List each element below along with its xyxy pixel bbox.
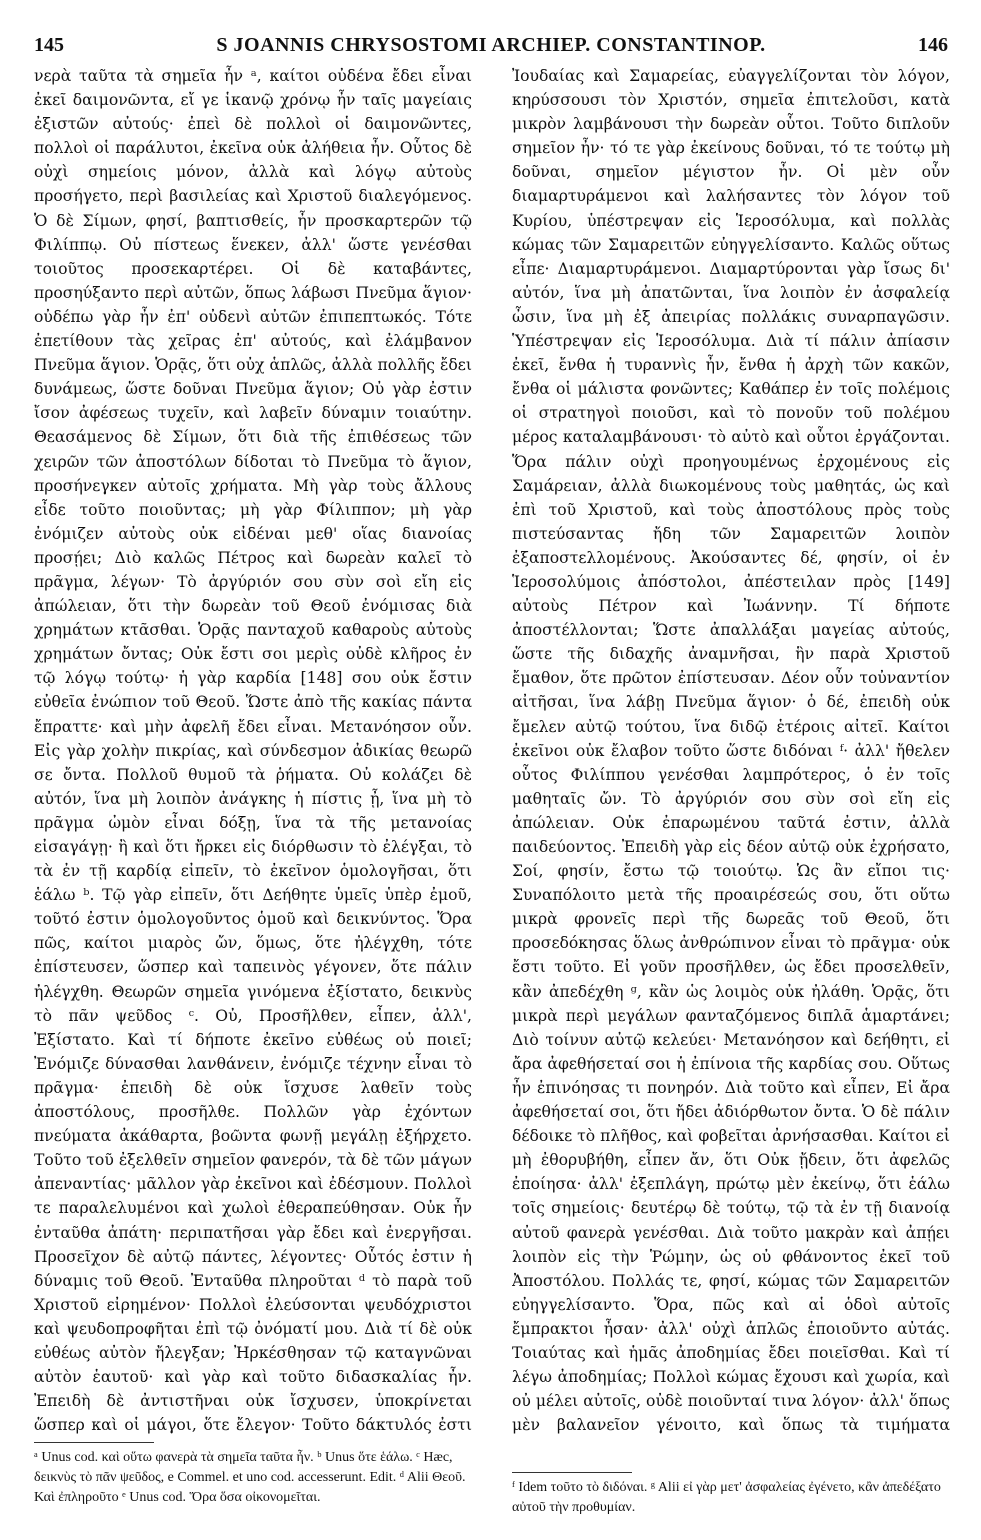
running-header [34, 34, 948, 60]
left-paragraph-1: νερὰ ταῦτα τὰ σημεῖα ἦν ᵃ, καίτοι οὐδένα ἔδει εἶναι ἐκεῖ δαιμονῶντα, εἴ γε ἱκανῷ χρόνῳ ἦν ταῖς μαγείαις ἐξιστῶν αὐτούς· ἐπεὶ δὲ πολλοὶ οἱ δαιμονῶντες, πολλοὶ οἱ παράλυτοι, ἐκεῖνα οὐκ ἀλήθεια ἦν. Οὗτος δὲ οὐχὶ σημείοις μόνον, ἀλλὰ καὶ λόγῳ αὐτοὺς προσήγετο, περὶ βασιλείας καὶ Χριστοῦ διαλεγόμενος. Ὁ δὲ Σίμων, φησί, βαπτισθείς, ἦν προσκαρτερῶν τῷ Φιλίππῳ. Οὐ πίστεως ἕνεκεν, ἀλλ' ὥστε γενέσθαι τοιοῦτος προσεκαρτέρει. Οἱ δὲ καταβάντες, προσηύξαντο περὶ αὐτῶν, ὅπως λάβωσι Πνεῦμα ἅγιον· οὐδέπω γὰρ ἦν ἐπ' οὐδενὶ αὐτῶν ἐπιπεπτωκός. Τότε ἐπετίθουν τὰς χεῖρας ἐπ' αὐτούς, καὶ ἐλάμβανον Πνεῦμα ἅγιον. Ὁρᾷς, ὅτι οὐχ ἁπλῶς, ἀλλὰ πολλῆς ἔδει δυνάμεως, ὥστε δοῦναι Πνεῦμα ἅγιον; Οὐ γὰρ ἐστιν ἴσον ἀφέσεως τυχεῖν, καὶ λαβεῖν δύναμιν τοιαύτην. Θεασάμενος δὲ Σίμων, ὅτι διὰ τῆς ἐπιθέσεως τῶν χειρῶν τῶν ἀποστόλων δίδοται τὸ Πνεῦμα τὸ ἅγιον, προσήνεγκεν αὐτοῖς χρήματα. Μὴ γὰρ τοὺς ἄλλους εἶδε τοῦτο ποιοῦντας; μὴ γὰρ Φίλιππον; μὴ γὰρ ἐνόμιζεν αὐτοὺς οὐκ εἰδέναι μεθ' οἵας διανοίας προσῄει; Διὸ καλῶς Πέτρος καὶ δωρεὰν καλεῖ τὸ πρᾶγμα, λέγων· Τὸ ἀργύριόν σου σὺν σοὶ εἴη εἰς ἀπώλειαν, ὅτι τὴν δωρεὰν τοῦ Θεοῦ ἐνόμισας διὰ χρημάτων κτᾶσθαι. Ὁρᾷς πανταχοῦ καθαροὺς αὐτοὺς χρημάτων ὄντας; Οὐκ ἔστι σοι μερὶς οὐδὲ κλῆρος ἐν τῷ λόγῳ τούτῳ· ἡ γὰρ καρδία [148] σου οὐκ ἔστιν εὐθεῖα ἐνώπιον τοῦ Θεοῦ. Ὥστε ἀπὸ τῆς κακίας πάντα ἔπραττε· καὶ μὴν ἀφελῆ ἔδει εἶναι. Μετανόησον οὖν. Εἰς γὰρ χολὴν πικρίας, καὶ σύνδεσμον ἀδικίας θεωρῶ σε ὄντα. Πολλοῦ θυμοῦ τὰ ῥήματα. Οὐ κολάζει δὲ αὐτόν, ἵνα μὴ λοιπὸν ἀνάγκης ἡ πίστις ᾖ, ἵνα μὴ τὸ πρᾶγμα ὠμὸν εἶναι δόξῃ, ἵνα τὰ τῆς μετανοίας εἰσαγάγῃ· ἢ καὶ ὅτι ἤρκει εἰς διόρθωσιν τὸ ἐλέγξαι, τὸ τὰ ἐν τῇ καρδίᾳ εἰπεῖν, τὸ ἐκεῖνον ὁμολογῆσαι, ὅτι ἑάλω ᵇ. Τῷ γὰρ εἰπεῖν, ὅτι Δεήθητε ὑμεῖς ὑπὲρ ἐμοῦ, τοῦτό ἐστιν ὁμολογοῦντος ὁμοῦ καὶ δεικνύντος. Ὅρα πῶς, καίτοι μιαρὸς ὤν, ὅμως, ὅτε ἠλέγχθη, τότε ἐπίστευσεν, ὥσπερ καὶ ταπεινὸς γέγονεν, ὅτε πάλιν ἠλέγχθη. Θεωρῶν σημεῖα γινόμενα ἐξίστατο, δεικνὺς τὸ πᾶν ψεῦδος ᶜ. Οὐ, Προσῆλθεν, εἶπεν, ἀλλ', Ἐξίστατο. Καὶ τί δήποτε ἐκεῖνο εὐθέως οὐ ποιεῖ; Ἐνόμιζε δύνασθαι λανθάνειν, ἐνόμιζε τέχνην εἶναι τὸ πρᾶγμα· ἐπειδὴ δὲ οὐκ ἴσχυσε λαθεῖν τοὺς ἀποστόλους, προσῆλθε. Πολλῶν γὰρ ἐχόντων πνεύματα ἀκάθαρτα, βοῶντα φωνῇ μεγάλῃ ἐξήρχετο. Τοῦτο τοῦ ἐξελθεῖν σημεῖον φανερόν, τὰ δὲ τῶν μάγων ἀπεναντίας· μᾶλλον γὰρ ἐκεῖνοι καὶ ἐδέσμουν. Πολλοὶ τε παραλελυμένοι καὶ χωλοὶ ἐθεραπεύθησαν. Οὐκ ἦν ἐνταῦθα ἀπάτη· περιπατῆσαι γὰρ ἔδει καὶ ἐνεργῆσαι. Προσεῖχον δὲ αὐτῷ πάντες, λέγοντες· Οὗτός ἐστιν ἡ δύναμις τοῦ Θεοῦ. Ἐνταῦθα πληροῦται ᵈ τὸ παρὰ τοῦ Χριστοῦ εἰρημένον· Πολλοὶ ἐλεύσονται ψευδόχριστοι καὶ ψευδοπροφῆται ἐπὶ τῷ ὀνόματί μου. Διὰ τί δὲ οὐκ εὐθέως αὐτὸν ἤλεγξαν; Ἠρκέσθησαν τῷ καταγνῶναι αὐτὸν ἑαυτοῦ· καὶ γὰρ καὶ τοῦτο διδασκαλίας ἦν. Ἐπειδὴ δὲ ἀντιστῆναι οὐκ ἴσχυσεν, ὑποκρίνεται ὥσπερ καὶ οἱ μάγοι, ὅτε ἔλεγον· Τοῦτο δάκτυλός ἐστι [34, 67, 472, 1435]
page-number-right: 146 [918, 34, 948, 56]
right-paragraph-1: Ἰουδαίας καὶ Σαμαρείας, εὐαγγελίζονται τὸν λόγον, κηρύσσουσι τὸν Χριστόν, σημεῖα ἐπιτελοῦσι, κατὰ μικρὸν λαμβάνουσι τὴν δωρεὰν οὗτοι. Τοῦτο διπλοῦν σημεῖον ἦν· τό τε γὰρ ἐκείνους δοῦναι, τό τε τούτῳ μὴ δοῦναι, σημεῖον μέγιστον ἦν. Οἱ μὲν οὖν διαμαρτυράμενοι καὶ λαλήσαντες τὸν λόγον τοῦ Κυρίου, ὑπέστρεψαν εἰς Ἱεροσόλυμα, καὶ πολλὰς κώμας τῶν Σαμαρειτῶν εὐηγγελίσαντο. Καλῶς οὕτως εἶπε· Διαμαρτυράμενοι. Διαμαρτύρονται γὰρ ἴσως δι' αὐτόν, ἵνα μὴ ἀπατῶνται, ἵνα λοιπὸν ἐν ἀσφαλείᾳ ὦσιν, ἵνα μὴ ἐξ ἀπειρίας πολλάκις συναρπαγῶσιν. Ὑπέστρεψαν εἰς Ἱεροσόλυμα. Διὰ τί πάλιν ἀπίασιν ἐκεῖ, ἔνθα ἡ τυραννὶς ἦν, ἔνθα ἡ ἀρχὴ τῶν κακῶν, ἔνθα οἱ μάλιστα φονῶντες; Καθάπερ ἐν τοῖς πολέμοις οἱ στρατηγοὶ ποιοῦσι, καὶ τὸ πονοῦν τοῦ πολέμου μέρος καταλαμβάνουσι· τὸ αὐτὸ καὶ οὗτοι ἐργάζονται. Ὅρα πάλιν οὐχὶ προηγουμένως ἐρχομένους εἰς Σαμάρειαν, ἀλλὰ διωκομένους τοὺς μαθητάς, ὡς καὶ ἐπὶ τοῦ Χριστοῦ, καὶ τοὺς ἀποστόλους πρὸς τοὺς πιστεύσαντας ἤδη τῶν Σαμαρειτῶν λοιπὸν ἐξαποστελλομένους. Ἀκούσαντες δέ, φησίν, οἱ ἐν Ἱεροσολύμοις ἀπόστολοι, ἀπέστειλαν πρὸς [149] αὐτοὺς Πέτρον καὶ Ἰωάννην. Τί δήποτε ἀποστέλλονται; Ὥστε ἀπαλλάξαι μαγείας αὐτούς, ὥστε τῆς διδαχῆς ἀναμνῆσαι, ἣν παρὰ Χριστοῦ ἔμαθον, ὅτε πρῶτον ἐπίστευσαν. Δέον οὖν τοὐναντίον αἰτῆσαι, ἵνα λάβῃ Πνεῦμα ἅγιον· ὁ δέ, ἐπειδὴ οὐκ ἔμελεν αὐτῷ τούτου, ἵνα διδῷ ἑτέροις αἰτεῖ. Καίτοι ἐκεῖνοι οὐκ ἔλαβον τοῦτο ὥστε διδόναι ᶠ· ἀλλ' ἤθελεν οὗτος Φιλίππου γενέσθαι λαμπρότερος, ὁ ἐν τοῖς μαθηταῖς ὤν. Τὸ ἀργύριόν σου σὺν σοὶ εἴη εἰς ἀπώλειαν. Οὐκ ἐπαρωμένου ταῦτά ἐστιν, ἀλλὰ παιδεύοντος. Ἐπειδὴ γὰρ εἰς δέον αὐτῷ οὐκ ἐχρήσατο, Σοί, φησίν, ἔστω τῷ τοιούτῳ. Ὡς ἂν εἴποι τις· Συναπόλοιτο μετὰ τῆς προαιρέσεώς σου, ὅτι οὕτω μικρὰ φρονεῖς περὶ τῆς δωρεᾶς τοῦ Θεοῦ, ὅτι προσεδόκησας ὅλως ἀνθρώπινον εἶναι τὸ πρᾶγμα· οὐκ ἔστι τοῦτο. Εἰ γοῦν προσῆλθεν, ὡς ἔδει προσελθεῖν, κἂν ἀπεδέχθη ᵍ, κἂν ὡς λοιμὸς οὐκ ἠλάθη. Ὁρᾷς, ὅτι μικρὰ περὶ μεγάλων φανταζόμενος διπλᾶ ἁμαρτάνει; Διὸ τοίνυν αὐτῷ κελεύει· Μετανόησον καὶ δεήθητι, εἰ ἄρα ἀφεθήσεταί σοι ἡ ἐπίνοια τῆς καρδίας σου. Οὕτως ἦν ἐπινόησας τι πονηρόν. Διὰ τοῦτο καὶ εἶπεν, Εἰ ἄρα ἀφεθήσεταί σοι, ὅτι ἤδει ἀδιόρθωτον ὄντα. Ὁ δὲ πάλιν δέδοικε τὸ πλῆθος, καὶ φοβεῖται ἀρνήσασθαι. Καίτοι εἰ μὴ ἐθορυβήθη, εἶπεν ἄν, ὅτι Οὐκ ᾔδειν, ὅτι ἀφελῶς ἐποίησα· ἀλλ' ἐξεπλάγη, πρώτῳ μὲν ἐκείνῳ, ὅτι ἑάλω τοῖς σημείοις· δευτέρῳ δὲ τούτῳ, τῷ τὰ ἐν τῇ διανοίᾳ αὐτοῦ φανερὰ γενέσθαι. Διὰ τοῦτο μακρὰν καὶ ἀπῄει λοιπὸν εἰς τὴν Ῥώμην, ὡς οὐ φθάνοντος ἐκεῖ τοῦ Ἀποστόλου. Πολλάς τε, φησί, κώμας τῶν Σαμαρειτῶν εὐηγγελίσαντο. Ὅρα, πῶς καὶ αἱ ὁδοὶ αὐτοῖς ἔμπρακτοι ἦσαν· ἀλλ' οὐχὶ ἁπλῶς ἐποιοῦντο αὐτάς. Τοιαύτας καὶ ἡμᾶς ἀποδημίας ἔδει ποιεῖσθαι. Καὶ τί λέγω ἀποδημίας; Πολλοὶ κώμας ἔχουσι καὶ χωρία, καὶ οὐ μέλει αὐτοῖς, οὐδὲ ποιοῦνταί τινα λόγον· ἀλλ' ὅπως μὲν βαλανεῖον γένοιτο, καὶ ὅπως τὰ τιμήματα [512, 67, 950, 1435]
left-column [34, 64, 472, 1440]
right-column [512, 64, 950, 1440]
running-title: S JOANNIS CHRYSOSTOMI ARCHIEP. CONSTANTINOP. [216, 34, 766, 56]
footnotes-right: ᶠ Idem τοῦτο τὸ διδόναι. ᵍ Alii εἰ γὰρ μετ' ἀσφαλείας ἐγένετο, κἂν ἀπεδέξατο αὐτοῦ τὴν προθυμίαν. [512, 1480, 941, 1515]
footnotes-left: ᵃ Unus cod. καὶ οὕτω φανερὰ τὰ σημεῖα ταῦτα ἦν. ᵇ Unus ὅτε ἑάλω. ᶜ Hæc, δεικνὺς τὸ πᾶν ψεῦδος, e Commel. et uno cod. accesserunt. Edit. ᵈ Alii Θεοῦ. Καὶ ἐπληροῦτο ᵉ Unus cod. Ὅρα ὅσα οἰκονομεῖται. [34, 1450, 466, 1505]
page-number-left: 145 [34, 34, 64, 56]
footnote-divider-left [34, 1442, 154, 1443]
footnote-divider-right [512, 1472, 632, 1473]
